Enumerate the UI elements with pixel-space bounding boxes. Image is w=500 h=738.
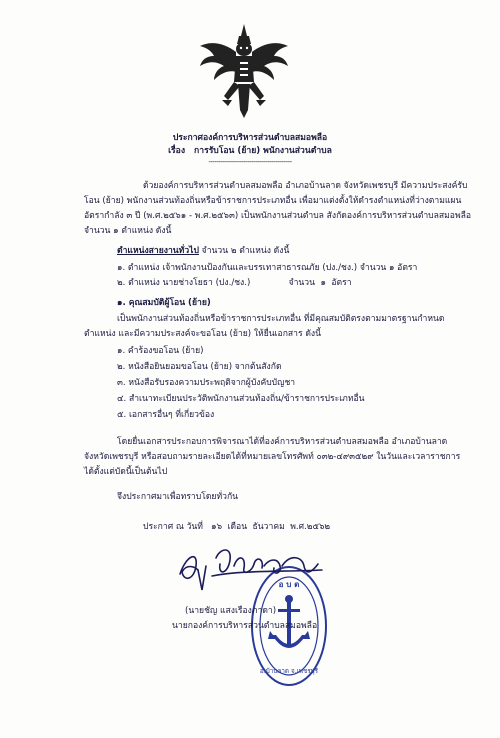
qualifications-heading: ๑. คุณสมบัติผู้โอน (ย้าย) (117, 298, 211, 308)
document-item: ๒. หนังสือยินยอมขอโอน (ย้าย) จากต้นสังกัด (117, 362, 282, 372)
signer-position: นายกองค์การบริหารส่วนตำบลสมอพลือ (172, 621, 318, 631)
subject-text: การรับโอน (ย้าย) พนักงานส่วนตำบล (194, 146, 332, 156)
document-item: ๑. คำร้องขอโอน (ย้าย) (117, 346, 204, 356)
announcement-date: ประกาศ ณ วันที่ ๑๖ เดือน ธันวาคม พ.ศ.๒๕๖๒ (143, 522, 331, 532)
document-item: ๓. หนังสือรับรองความประพฤติจากผู้บังคับบัญชา (117, 378, 296, 388)
qualifications-line-1: เป็นพนักงานส่วนท้องถิ่นหรือข้าราชการประเภทอื่น ที่มีคุณสมบัติตรงตามมาตรฐานกำหนด (117, 314, 445, 324)
signer-name: (นายชัญ แสงเรืองภาดา) (185, 606, 277, 616)
qualifications-line-2: ตำแหน่ง และมีความประสงค์จะขอโอน (ย้าย) ให้ยื่นเอกสาร ดังนี้ (84, 329, 321, 339)
intro-line-4: จำนวน ๑ ตำแหน่ง ดังนี้ (84, 226, 172, 236)
positions-heading (117, 246, 289, 257)
header-rule: ----------------------------------------- (208, 158, 292, 166)
intro-line-2: โอน (ย้าย) พนักงานส่วนท้องถิ่นหรือข้าราชการประเภทอื่น เพื่อมาแต่งตั้งให้ดำรงตำแหน่งที่ว่างตามแผน (84, 196, 462, 206)
position-item: ๑. ตำแหน่ง เจ้าพนักงานป้องกันและบรรเทาสาธารณภัย (ปง./ชง.) จำนวน ๑ อัตรา (117, 263, 418, 273)
submission-line-1: โดยยื่นเอกสารประกอบการพิจารณาได้ที่องค์การบริหารส่วนตำบลสมอพลือ อำเภอบ้านลาด (117, 437, 448, 447)
announcement-title: ประกาศองค์การบริหารส่วนตำบลสมอพลือ (172, 133, 328, 143)
announcement-subject (0, 146, 500, 157)
seal-top-text: อ บ ต (278, 580, 300, 589)
document-item: ๕. เอกสารอื่นๆ ที่เกี่ยวข้อง (117, 410, 215, 420)
positions-heading-count: จำนวน ๒ ตำแหน่ง ดังนี้ (198, 246, 290, 256)
submission-line-3: ได้ตั้งแต่บัดนี้เป็นต้นไป (84, 467, 168, 477)
document-item: ๔. สำเนาทะเบียนประวัติพนักงานส่วนท้องถิ่น/ข้าราชการประเภทอื่น (117, 394, 365, 404)
handwritten-signature (172, 536, 332, 596)
intro-line-3: อัตรากำลัง ๓ ปี (พ.ศ.๒๕๖๑ - พ.ศ.๒๕๖๓) เป็นพนักงานส่วนตำบล สังกัดองค์การบริหารส่วนตำบลสมอพลือ (84, 211, 472, 221)
intro-line-1: ด้วยองค์การบริหารส่วนตำบลสมอพลือ อำเภอบ้านลาด จังหวัดเพชรบุรี มีความประสงค์รับ (143, 181, 468, 191)
position-item: ๒. ตำแหน่ง นายช่างโยธา (ปง./ชง.) จำนวน ๑ อัตรา (117, 278, 352, 288)
garuda-emblem-icon (198, 22, 290, 120)
positions-heading-label: ตำแหน่งสายงานทั่วไป (117, 246, 199, 256)
seal-bottom-text: อ.บ้านลาด จ.เพชรบุรี (259, 668, 319, 675)
submission-line-2: จังหวัดเพชรบุรี หรือสอบถามรายละเอียดได้ที่หมายเลขโทรศัพท์ ๐๓๒-๔๙๓๕๒๙ ในวันและเวลาราชการ (84, 452, 461, 462)
closing-text: จึงประกาศมาเพื่อทราบโดยทั่วกัน (117, 492, 239, 502)
subject-label: เรื่อง (168, 146, 186, 156)
